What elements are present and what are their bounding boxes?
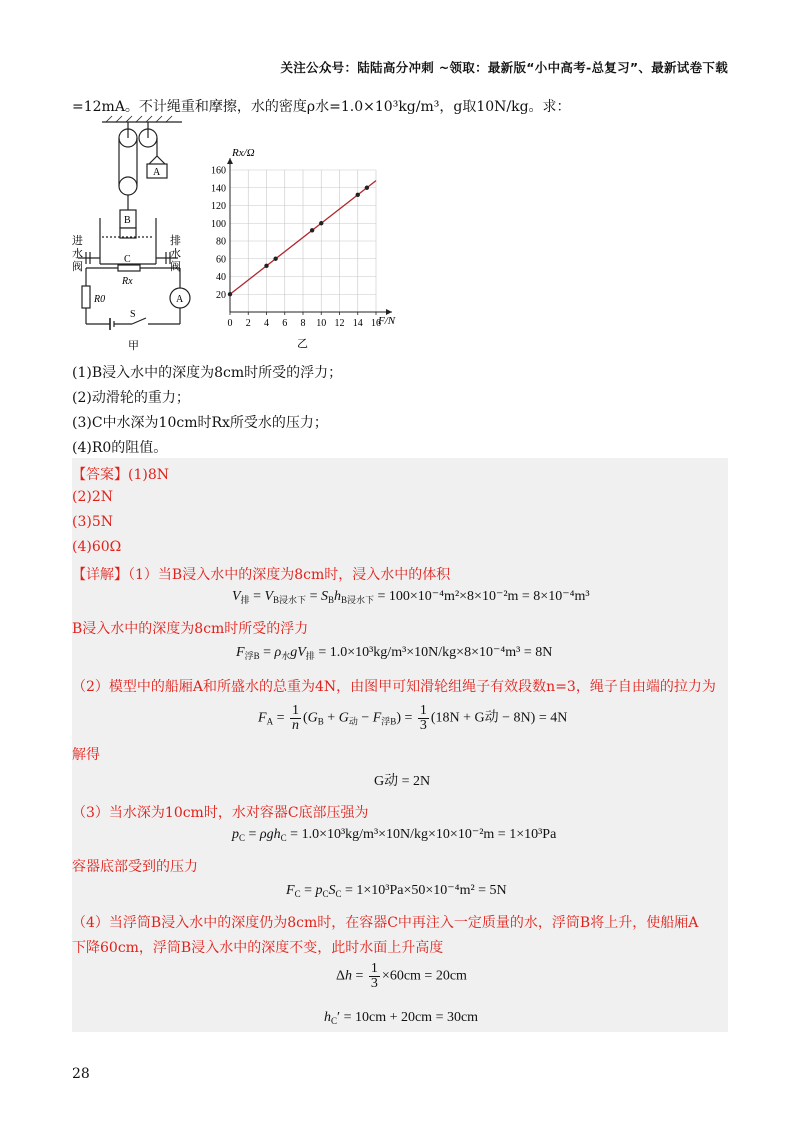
label-a: A xyxy=(153,167,161,178)
chart-point xyxy=(228,292,232,296)
chart-tick-label-x: 4 xyxy=(264,318,269,329)
answer-line-4: (4)60Ω xyxy=(72,539,122,555)
detail-p7b: 下降60cm，浮筒B浸入水中的深度不变，此时水面上升高度 xyxy=(72,940,444,956)
chart-tick-label-y: 160 xyxy=(211,165,226,177)
formula-1: $V_排 = V_{B浸水下} = S_Bh_{B浸水下} = 100\times 10^{-4}m^2\times 8\times 10^{-2}m = 8\times 10^{-4}m^3$ xyxy=(232,589,590,605)
chart-tick-label-x: 10 xyxy=(316,318,327,329)
page-number: 28 xyxy=(72,1066,90,1082)
detail-p1: 【详解】（1）当B浸入水中的深度为8cm时，浸入水中的体积 xyxy=(72,567,451,583)
chart-tick-label-x: 8 xyxy=(300,318,306,329)
chart-point xyxy=(356,193,360,197)
chart-tick-label-y: 120 xyxy=(211,201,226,212)
chart-point xyxy=(365,186,369,190)
label-switch: S xyxy=(130,309,136,320)
question-3: (3)C中水深为10cm时Rx所受水的压力； xyxy=(72,415,328,431)
label-outlet-3: 阀 xyxy=(170,261,181,273)
figure-jia xyxy=(72,112,202,352)
formula-5: $p_C = \rho gh_C = 1.0\times 10^3kg/m^3\times 10N/kg\times 10\times 10^{-2}m = 1\times 10^3Pa$ xyxy=(232,827,557,843)
chart-ylabel: Rx/Ω xyxy=(232,147,255,159)
chart-tick-label-x: 12 xyxy=(334,318,345,329)
question-1: (1)B浸入水中的深度为8cm时所受的浮力； xyxy=(72,365,343,381)
chart-tick-label-y: 140 xyxy=(211,183,226,195)
label-outlet-2: 水 xyxy=(170,248,181,260)
answer-line-1: 【答案】(1)8N xyxy=(72,467,169,483)
chart-tick-label-x: 6 xyxy=(282,318,288,329)
detail-p2: B浸入水中的深度为8cm时所受的浮力 xyxy=(72,621,309,637)
label-ammeter: A xyxy=(176,294,184,305)
chart-yi xyxy=(202,140,412,355)
chart-tick-label-y: 80 xyxy=(216,236,226,248)
detail-p7a: （4）当浮筒B浸入水中的深度仍为8cm时，在容器C中再注入一定质量的水，浮筒B将上升，使船厢A xyxy=(72,915,699,931)
detail-p5: （3）当水深为10cm时，水对容器C底部压强为 xyxy=(72,805,369,821)
chart-point xyxy=(310,228,314,232)
question-2: (2)动滑轮的重力； xyxy=(72,390,190,406)
label-inlet-2: 水 xyxy=(72,248,83,260)
page-header: 关注公众号：陆陆高分冲刺 ~领取：最新版“小中高考-总复习”、最新试卷下载 xyxy=(280,60,728,75)
chart-tick-label-x: 14 xyxy=(352,318,363,329)
formula-3: $F_A$ = $\frac{1}{n}$ $(G_B + G_动 - F_{浮B})$ = $\frac{1}{3}$ (18N + G动 − 8N) = 4N xyxy=(258,703,568,733)
chart-tick-label-y: 60 xyxy=(216,254,226,266)
formula-2: $F_{浮B} = \rho_水gV_排 = 1.0\times 10^3kg/m^3\times 10N/kg\times 8\times 10^{-4}m^3 = 8N$ xyxy=(236,645,553,661)
formula-8: $h_C' = 10cm + 20cm = 30cm$ xyxy=(324,1010,479,1026)
chart-point xyxy=(264,264,268,268)
formula-4: G动 = 2N xyxy=(374,774,431,789)
label-b: B xyxy=(124,215,131,226)
formula-7: Δh = $\frac{1}{3}$ ×60cm = 20cm xyxy=(336,961,467,991)
caption-jia: 甲 xyxy=(128,340,139,352)
label-rx: Rx xyxy=(122,276,133,287)
answer-line-2: (2)2N xyxy=(72,489,113,505)
chart-point xyxy=(273,257,277,261)
detail-p6: 容器底部受到的压力 xyxy=(72,859,198,875)
label-inlet-1: 进 xyxy=(72,235,83,247)
label-c: C xyxy=(124,254,131,265)
chart-xlabel: F/N xyxy=(378,315,396,327)
chart-tick-label-y: 20 xyxy=(216,289,226,301)
intro-line: =12mA。不计绳重和摩擦，水的密度ρ水=1.0×10³kg/m³，g取10N/kg。求： xyxy=(72,99,571,115)
question-4: (4)R0的阻值。 xyxy=(72,440,168,456)
detail-p4: 解得 xyxy=(72,747,100,763)
chart-point xyxy=(319,221,323,225)
chart-tick-label-y: 100 xyxy=(211,218,226,230)
chart-tick-label-x: 0 xyxy=(227,318,233,329)
label-r0: R0 xyxy=(94,294,106,305)
chart-tick-label-x: 2 xyxy=(245,318,251,329)
formula-6: $F_C = p_CS_C = 1\times 10^3Pa\times 50\times 10^{-4}m^2 = 5N$ xyxy=(286,883,507,899)
chart-caption: 乙 xyxy=(297,338,308,350)
chart-tick-label-x: 16 xyxy=(371,318,381,329)
label-outlet-1: 排 xyxy=(170,235,181,247)
chart-tick-label-y: 40 xyxy=(216,272,226,283)
label-inlet-3: 阀 xyxy=(72,261,83,273)
answer-line-3: (3)5N xyxy=(72,514,113,530)
detail-p3: （2）模型中的船厢A和所盛水的总重为4N，由图甲可知滑轮组绳子有效段数n=3，绳子自由端的拉力为 xyxy=(72,679,716,695)
